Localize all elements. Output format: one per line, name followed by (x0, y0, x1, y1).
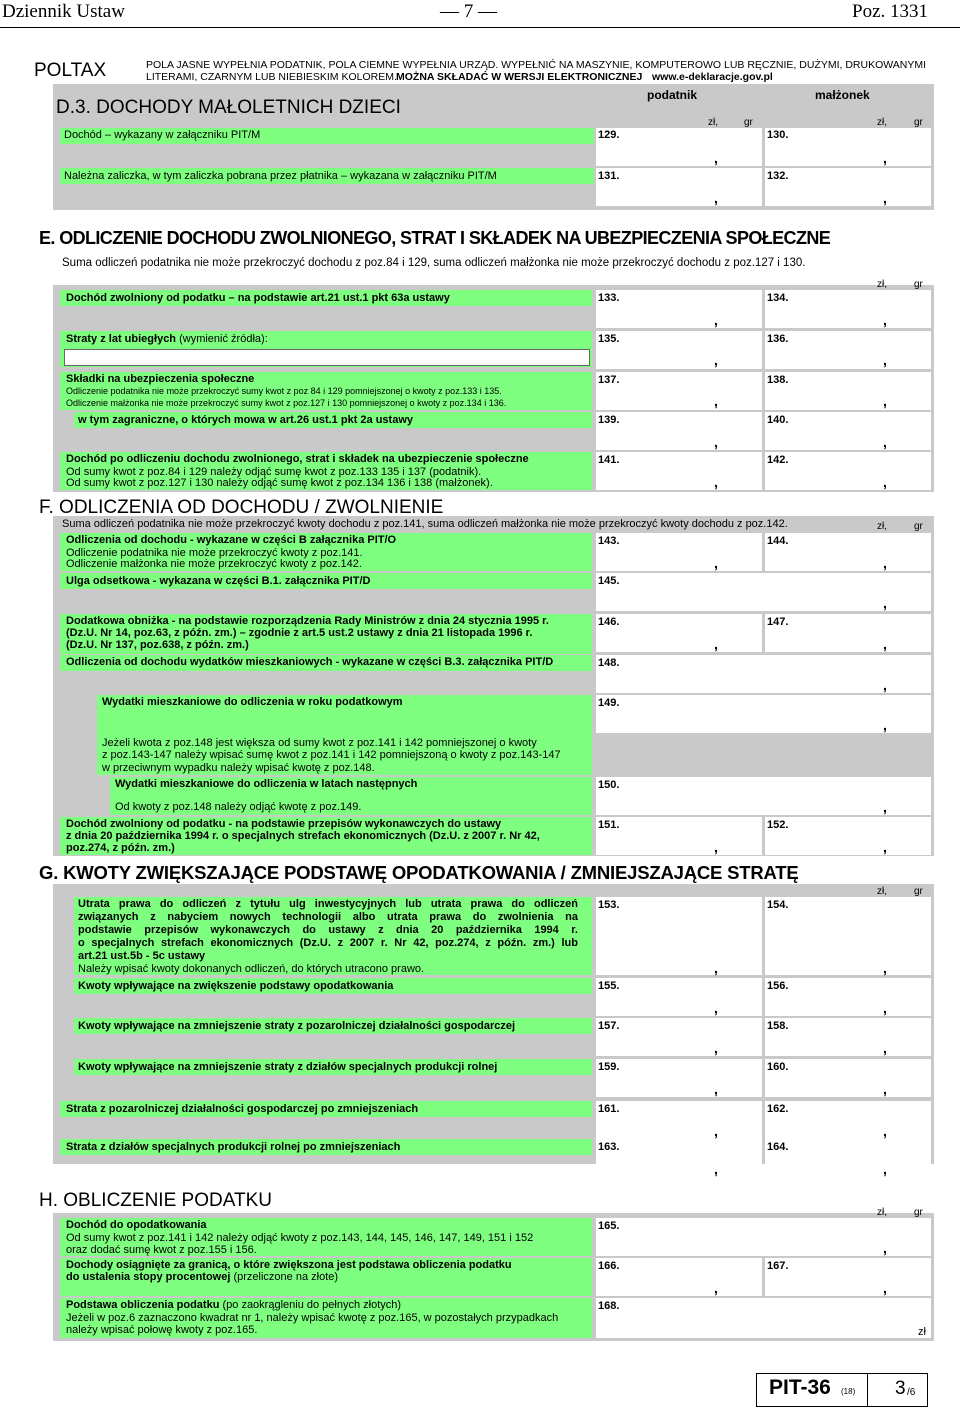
num-140: 140. (767, 414, 789, 426)
num-134: 134. (767, 292, 789, 304)
field-134[interactable] (765, 290, 931, 328)
field-135[interactable] (596, 331, 762, 369)
row-149-note1: Jeżeli kwota z poz.148 jest większa od sumy kwot z poz.141 i 142 pomniejszonej o kwoty (102, 737, 537, 749)
row-151-line2: z dnia 20 października 1994 r. o specjalnych strefach ekonomicznych (Dz.U. z 2007 r. Nr 42, (66, 830, 540, 842)
field-157[interactable] (596, 1018, 762, 1056)
num-165: 165. (598, 1220, 620, 1232)
currency-gr: gr (914, 117, 923, 128)
row-166-line2 (66, 1271, 338, 1284)
field-137[interactable] (596, 372, 762, 410)
currency-gr: gr (914, 886, 923, 897)
num-158: 158. (767, 1020, 789, 1032)
decimal-comma: , (883, 474, 887, 490)
decimal-comma: , (714, 1000, 718, 1016)
currency-gr: gr (914, 521, 923, 532)
field-148[interactable] (596, 655, 931, 693)
field-139[interactable] (596, 412, 762, 450)
row-166-line2-note: (przeliczone na złote) (233, 1271, 339, 1283)
num-152: 152. (767, 819, 789, 831)
num-141: 141. (598, 454, 620, 466)
journal-name: Dziennik Ustaw (2, 1, 125, 22)
num-130: 130. (767, 129, 789, 141)
field-161[interactable] (596, 1101, 762, 1139)
form-version: (18) (841, 1387, 856, 1396)
row-168-note1: Jeżeli w poz.6 zaznaczono kwadrat nr 1, należy wpisać kwotę z poz.165, w pozostałych przypadkach (66, 1312, 559, 1324)
header-rule (0, 27, 960, 28)
row-135-label-note: (wymienić źródła): (179, 333, 268, 345)
decimal-comma: , (714, 960, 718, 976)
currency-gr: gr (914, 279, 923, 290)
field-162[interactable] (765, 1101, 931, 1139)
field-141[interactable] (596, 452, 762, 490)
row-153-line5: art.21 ust.5b - 5c ustawy (78, 950, 206, 962)
decimal-comma: , (883, 555, 887, 571)
num-160: 160. (767, 1061, 789, 1073)
currency-zl: zł, (877, 117, 887, 128)
row-153-line4: o specjalnych strefach ekonomicznych (Dz.U. z 2007 r. Nr 42, poz.274, z późn. zm.) lub (78, 937, 578, 949)
form-id-cell (757, 1374, 868, 1406)
row-165-label: Dochód do opodatkowania (66, 1219, 207, 1231)
decimal-comma: , (883, 839, 887, 855)
row-157-label: Kwoty wpływające na zmniejszenie straty z pozarolniczej działalności gospodarczej (78, 1020, 516, 1032)
row-143-label: Odliczenia od dochodu - wykazane w części B załącznika PIT/O (66, 534, 397, 546)
row-153-line1: Utrata prawa do odliczeń z tytułu ulg inwestycyjnych lub utrata prawa do odliczeń (78, 898, 578, 910)
num-143: 143. (598, 535, 620, 547)
field-164[interactable] (765, 1139, 931, 1177)
currency-zl: zł, (877, 521, 887, 532)
num-159: 159. (598, 1061, 620, 1073)
row-137-note2: Odliczenie małżonka nie może przekroczyć sumy kwot z poz.127 i 130 pomniejszonej o kwoty z poz.134 i 136. (66, 398, 507, 408)
row-149-label: Wydatki mieszkaniowe do odliczenia w roku podatkowym (102, 696, 403, 708)
field-168[interactable] (596, 1298, 931, 1338)
row-159-label: Kwoty wpływające na zmniejszenie straty z działów specjalnych produkcji rolnej (78, 1061, 498, 1073)
page-number: — 7 — (440, 1, 497, 22)
decimal-comma: , (714, 352, 718, 368)
section-h-title: H. OBLICZENIE PODATKU (39, 1190, 272, 1211)
num-146: 146. (598, 616, 620, 628)
field-147[interactable] (765, 614, 931, 652)
field-153[interactable] (596, 897, 762, 975)
currency-gr: gr (744, 117, 753, 128)
row-165-note1: Od sumy kwot z poz.141 i 142 należy odjąć kwoty z poz.143, 144, 145, 146, 147, 149, 151 i 152 (66, 1232, 534, 1244)
decimal-comma: , (883, 1081, 887, 1097)
num-149: 149. (598, 697, 620, 709)
num-145: 145. (598, 575, 620, 587)
decimal-comma: , (714, 150, 718, 166)
row-161-label: Strata z pozarolniczej działalności gospodarczej po zmniejszeniach (66, 1103, 419, 1115)
currency-gr: gr (914, 1207, 923, 1218)
field-166[interactable] (596, 1258, 762, 1296)
num-166: 166. (598, 1260, 620, 1272)
num-137: 137. (598, 374, 620, 386)
form-footer-box (756, 1373, 928, 1407)
field-142[interactable] (765, 452, 931, 490)
num-161: 161. (598, 1103, 620, 1115)
row-153-note: Należy wpisać kwoty dokonanych odliczeń, do których utracono prawo. (78, 963, 425, 975)
num-133: 133. (598, 292, 620, 304)
field-146[interactable] (596, 614, 762, 652)
row-168-label-note: (po zaokrągleniu do pełnych złotych) (222, 1299, 402, 1311)
row-141-note2: Od sumy kwot z poz.127 i 130 należy odjąć sumę kwot z poz.134 136 i 138 (małżonek). (66, 477, 493, 489)
decimal-comma: , (883, 677, 887, 693)
position-number: Poz. 1331 (852, 1, 928, 22)
field-129[interactable] (596, 128, 762, 166)
row-168-note2: należy wpisać połowę kwoty z poz.165. (66, 1324, 258, 1336)
row-129-label: Dochód – wykazany w załączniku PIT/M (64, 129, 261, 141)
decimal-comma: , (714, 1161, 718, 1177)
num-142: 142. (767, 454, 789, 466)
row-151-line3: poz.274, z późn. zm.) (66, 842, 175, 854)
row-146-line2: (Dz.U. Nr 14, poz.63, z późn. zm.) – zgodnie z art.5 ust.2 ustawy z dnia 21 listopada 1996 r. (66, 627, 533, 639)
decimal-comma: , (883, 352, 887, 368)
row-131-label: Należna zaliczka, w tym zaliczka pobrana przez płatnika – wykazana w załączniku PIT/M (64, 170, 497, 182)
num-168: 168. (598, 1300, 620, 1312)
decimal-comma: , (714, 555, 718, 571)
num-139: 139. (598, 414, 620, 426)
num-131: 131. (598, 170, 620, 182)
currency-zl: zł, (877, 886, 887, 897)
row-143-note1: Odliczenie podatnika nie może przekroczyć kwoty z poz.141. (66, 547, 363, 559)
field-167[interactable] (765, 1258, 931, 1296)
section-e-title: E. ODLICZENIE DOCHODU ZWOLNIONEGO, STRAT I SKŁADEK NA UBEZPIECZENIA SPOŁECZNE (39, 228, 831, 248)
row-139-label: w tym zagraniczne, o których mowa w art.26 ust.1 pkt 2a ustawy (78, 414, 413, 426)
row-148-label: Odliczenia od dochodu wydatków mieszkaniowych - wykazane w części B.3. załącznika PIT/D (66, 656, 554, 668)
decimal-comma: , (714, 1123, 718, 1139)
currency-zl: zł, (877, 1207, 887, 1218)
section-f-title: F. ODLICZENIA OD DOCHODU / ZWOLNIENIE (39, 497, 444, 518)
num-156: 156. (767, 980, 789, 992)
decimal-comma: , (883, 636, 887, 652)
decimal-comma: , (883, 312, 887, 328)
field-154[interactable] (765, 897, 931, 975)
decimal-comma: , (883, 1040, 887, 1056)
decimal-comma: , (714, 434, 718, 450)
decimal-comma: , (883, 1123, 887, 1139)
section-d-title: D.3. DOCHODY MAŁOLETNICH DZIECI (56, 97, 401, 118)
num-151: 151. (598, 819, 620, 831)
currency-zl: zł, (877, 279, 887, 290)
field-151[interactable] (596, 817, 762, 855)
num-162: 162. (767, 1103, 789, 1115)
decimal-comma: , (883, 1280, 887, 1296)
decimal-comma: , (883, 434, 887, 450)
row-143-note2: Odliczenie małżonka nie może przekroczyć kwoty z poz.142. (66, 558, 362, 570)
page-total: /6 (907, 1387, 916, 1398)
row-153-line2: związanych z nabyciem nowych technologii albo utrata prawa do zwolnienia na (78, 911, 578, 923)
instructions-line2: LITERAMI, CZARNYM LUB NIEBIESKIM KOLOREM. (146, 71, 397, 83)
currency-zl-only: zł (918, 1326, 926, 1338)
row-168-label-bold: Podstawa obliczenia podatku (66, 1299, 220, 1311)
row-149-note3: w przeciwnym wypadku należy wpisać kwotę z poz.148. (102, 762, 375, 774)
field-136[interactable] (765, 331, 931, 369)
section-g-title: G. KWOTY ZWIĘKSZAJĄCE PODSTAWĘ OPODATKOWANIA / ZMNIEJSZAJĄCE STRATĘ (39, 862, 799, 883)
num-167: 167. (767, 1260, 789, 1272)
row-150-note: Od kwoty z poz.148 należy odjąć kwotę z poz.149. (115, 801, 362, 813)
num-129: 129. (598, 129, 620, 141)
decimal-comma: , (714, 839, 718, 855)
field-156[interactable] (765, 978, 931, 1016)
row-150-label: Wydatki mieszkaniowe do odliczenia w latach następnych (115, 778, 418, 790)
field-143[interactable] (596, 533, 762, 571)
decimal-comma: , (883, 799, 887, 815)
row-165-note2: oraz dodać sumę kwot z poz.155 i 156. (66, 1244, 257, 1256)
num-144: 144. (767, 535, 789, 547)
row-135-label (66, 333, 268, 346)
num-148: 148. (598, 657, 620, 669)
page-indicator: 3 (895, 1378, 906, 1399)
field-144[interactable] (765, 533, 931, 571)
poltax-logo: POLTAX (34, 60, 107, 81)
decimal-comma: , (714, 312, 718, 328)
row-145-label: Ulga odsetkowa - wykazana w części B.1. załącznika PIT/D (66, 575, 371, 587)
section-f-note: Suma odliczeń podatnika nie może przekroczyć kwoty dochodu z poz.141, suma odliczeń małżonka nie może przekroczyć kwoty dochodu z poz.142. (62, 518, 788, 530)
decimal-comma: , (714, 1280, 718, 1296)
decimal-comma: , (883, 150, 887, 166)
row-141-note1: Od sumy kwot z poz.84 i 129 należy odjąć sumę kwot z poz.133 135 i 137 (podatnik). (66, 466, 482, 478)
field-155[interactable] (596, 978, 762, 1016)
decimal-comma: , (714, 190, 718, 206)
row-153-line3: podstawie przepisów wykonawczych do ustawy z dnia 20 października 1994 r. (78, 924, 578, 936)
num-150: 150. (598, 779, 620, 791)
decimal-comma: , (714, 636, 718, 652)
row-166-line1: Dochody osiągnięte za granicą, o które zwiększona jest podstawa obliczenia podatku (66, 1259, 512, 1271)
field-158[interactable] (765, 1018, 931, 1056)
decimal-comma: , (883, 190, 887, 206)
row-146-line3: (Dz.U. Nr 137, poz.638, z późn. zm.) (66, 639, 249, 651)
num-132: 132. (767, 170, 789, 182)
field-138[interactable] (765, 372, 931, 410)
decimal-comma: , (883, 1161, 887, 1177)
instructions-line1: POLA JASNE WYPEŁNIA PODATNIK, POLA CIEMNE WYPEŁNIA URZĄD. WYPEŁNIĆ NA MASZYNIE, KOMPUTEROWO LUB RĘCZNIE, DUŻYMI, DRUKOWANYMI (146, 59, 927, 71)
num-138: 138. (767, 374, 789, 386)
field-165[interactable] (596, 1218, 931, 1256)
row-155-label: Kwoty wpływające na zwiększenie podstawy opodatkowania (78, 980, 394, 992)
row-137-note1: Odliczenie podatnika nie może przekroczyć sumy kwot z poz 84 i 129 pomniejszonej o kwoty z poz.133 i 135. (66, 386, 502, 396)
decimal-comma: , (714, 1081, 718, 1097)
field-133[interactable] (596, 290, 762, 328)
decimal-comma: , (883, 595, 887, 611)
row-168-label (66, 1299, 401, 1312)
num-135: 135. (598, 333, 620, 345)
row-137-label: Składki na ubezpieczenia społeczne (66, 373, 255, 385)
num-163: 163. (598, 1141, 620, 1153)
num-136: 136. (767, 333, 789, 345)
field-160[interactable] (765, 1059, 931, 1097)
decimal-comma: , (714, 1040, 718, 1056)
field-131[interactable] (596, 168, 762, 206)
field-132[interactable] (765, 168, 931, 206)
row-151-line1: Dochód zwolniony od podatku - na podstawie przepisów wykonawczych do ustawy (66, 818, 502, 830)
num-154: 154. (767, 899, 789, 911)
row-163-label: Strata z działów specjalnych produkcji rolnej po zmniejszeniach (66, 1141, 401, 1153)
num-157: 157. (598, 1020, 620, 1032)
currency-zl: zł, (708, 117, 718, 128)
decimal-comma: , (883, 960, 887, 976)
num-147: 147. (767, 616, 789, 628)
num-155: 155. (598, 980, 620, 992)
field-150[interactable] (596, 777, 931, 815)
form-id: PIT-36 (769, 1376, 831, 1399)
row-166-line2-bold: do ustalenia stopy procentowej (66, 1271, 231, 1283)
decimal-comma: , (883, 1000, 887, 1016)
num-153: 153. (598, 899, 620, 911)
decimal-comma: , (883, 393, 887, 409)
field-152[interactable] (765, 817, 931, 855)
field-163[interactable] (596, 1139, 762, 1177)
field-140[interactable] (765, 412, 931, 450)
row-146-line1: Dodatkowa obniżka - na podstawie rozporządzenia Rady Ministrów z dnia 24 stycznia 1995 r. (66, 615, 549, 627)
row-141-label: Dochód po odliczeniu dochodu zwolnionego, strat i składek na ubezpieczenie społeczne (66, 453, 529, 465)
field-145[interactable] (596, 573, 931, 611)
instructions-url[interactable]: www.e-deklaracje.gov.pl (652, 71, 773, 83)
row-149-note2: z poz.143-147 należy wpisać sumę kwot z poz.141 i 142 pomniejszoną o kwoty z poz.143-147 (102, 749, 561, 761)
num-164: 164. (767, 1141, 789, 1153)
row-133-label: Dochód zwolniony od podatku – na podstawie art.21 ust.1 pkt 63a ustawy (66, 292, 450, 304)
decimal-comma: , (714, 393, 718, 409)
col-podatnik: podatnik (647, 88, 697, 102)
col-malzonek: małżonek (815, 88, 870, 102)
field-159[interactable] (596, 1059, 762, 1097)
field-130[interactable] (765, 128, 931, 166)
section-e-note: Suma odliczeń podatnika nie może przekroczyć dochodu z poz.84 i 129, suma odliczeń małżonka nie może przekroczyć dochodu z poz.127 i 130. (62, 257, 806, 269)
field-149[interactable] (596, 695, 931, 733)
decimal-comma: , (883, 1240, 887, 1256)
instructions-electronic: MOŻNA SKŁADAĆ W WERSJI ELEKTRONICZNEJ (396, 71, 643, 83)
decimal-comma: , (883, 717, 887, 733)
decimal-comma: , (714, 474, 718, 490)
row-135-label-bold: Straty z lat ubiegłych (66, 333, 177, 345)
field-source-text[interactable] (64, 349, 590, 366)
